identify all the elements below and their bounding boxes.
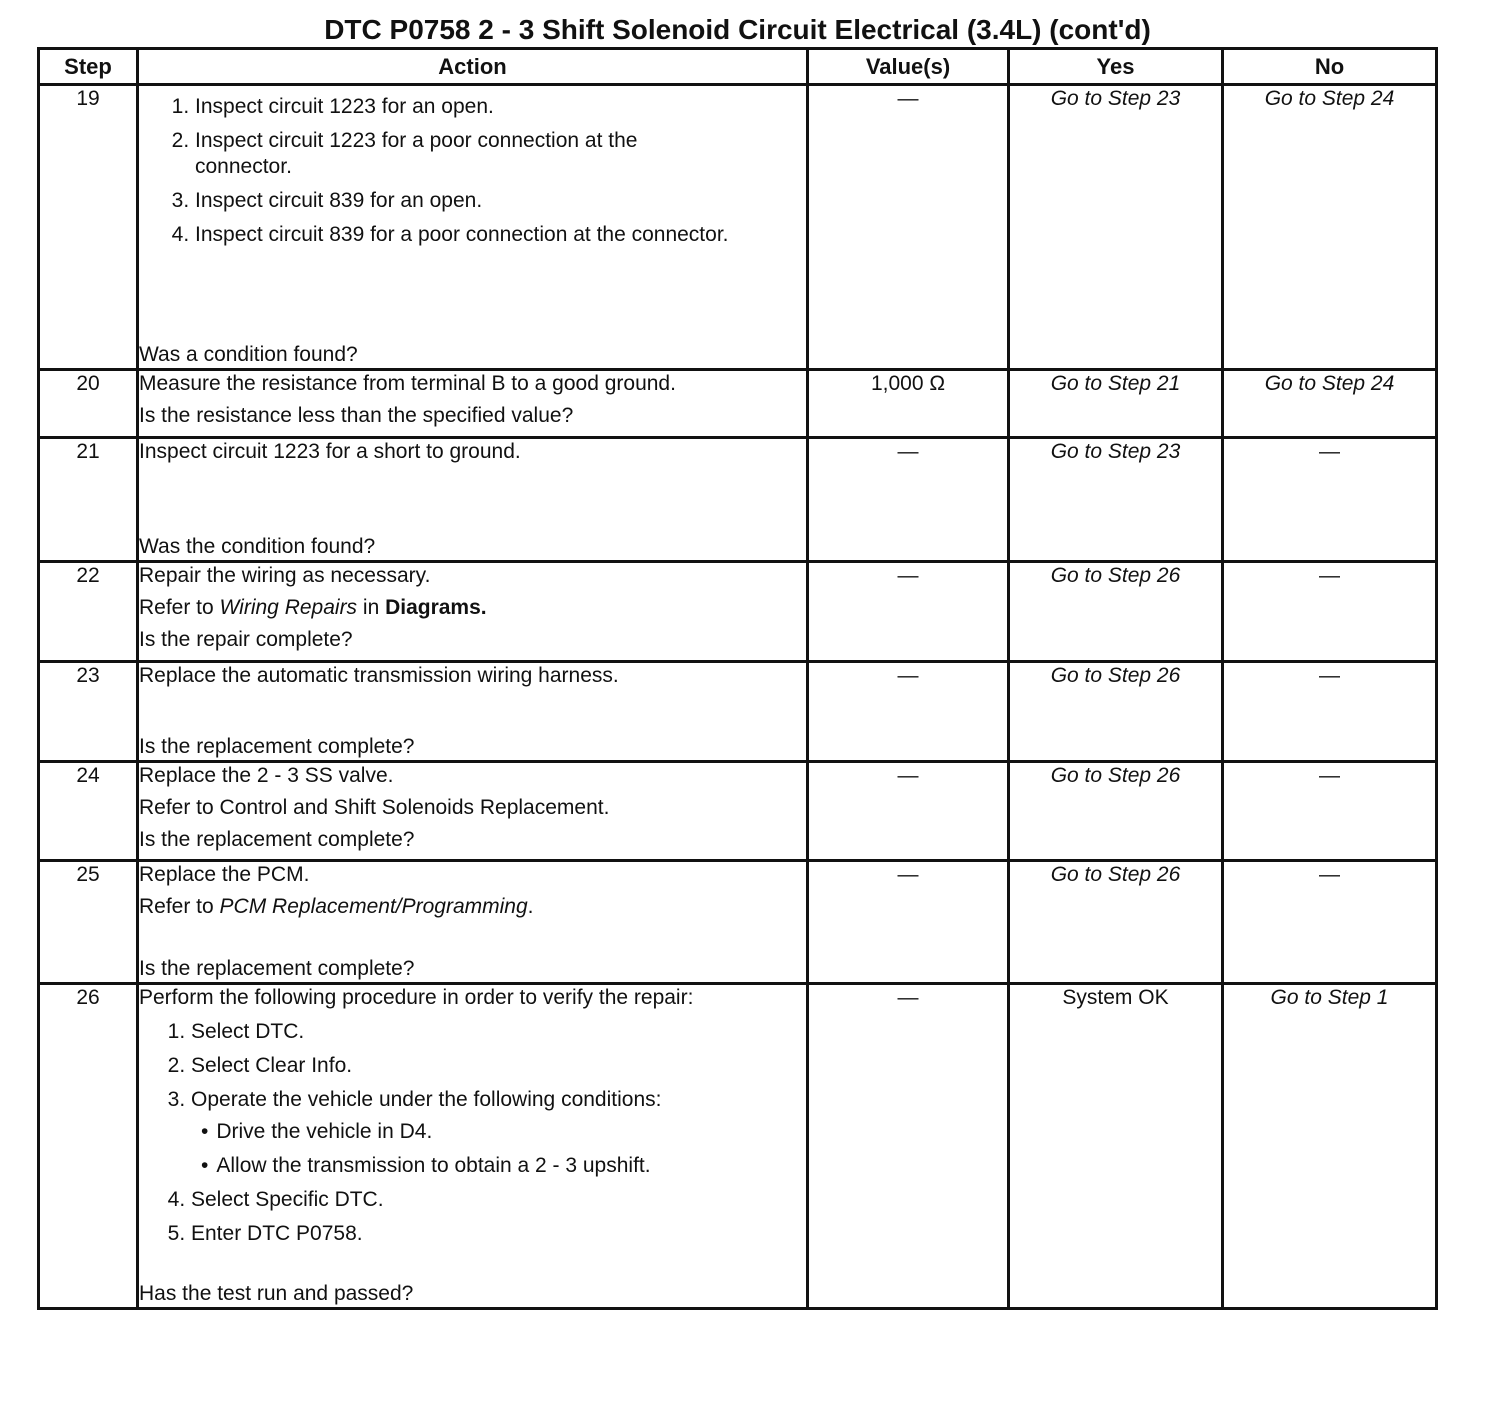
sub-list-item: • Allow the transmission to obtain a 2 - 3 upshift. [219, 1153, 806, 1179]
value-cell: — [808, 861, 1009, 984]
yes-cell: Go to Step 21 [1009, 370, 1223, 438]
action-intro: Perform the following procedure in order to verify the repair: [139, 986, 694, 1009]
action-text: Measure the resistance from terminal B to a good ground. [139, 372, 676, 395]
value-cell: — [808, 984, 1009, 1309]
action-refer: Refer to Control and Shift Solenoids Replacement. [139, 796, 610, 819]
refer-mid: in [357, 596, 386, 619]
step-number: 23 [39, 662, 138, 762]
refer-link[interactable]: PCM Replacement/Programming [219, 895, 528, 918]
yes-cell: Go to Step 26 [1009, 562, 1223, 662]
sub-list-item: • Drive the vehicle in D4. [219, 1119, 806, 1145]
action-question: Was the condition found? [139, 535, 376, 558]
header-yes: Yes [1009, 49, 1223, 85]
value-cell: — [808, 438, 1009, 562]
header-action: Action [138, 49, 808, 85]
header-step: Step [39, 49, 138, 85]
action-cell [138, 438, 808, 562]
action-refer [139, 595, 806, 621]
value-cell: 1,000 Ω [808, 370, 1009, 438]
table-row [39, 984, 1437, 1309]
action-cell [138, 762, 808, 861]
value-cell: — [808, 85, 1009, 370]
yes-cell: Go to Step 23 [1009, 85, 1223, 370]
list-item: 3. Inspect circuit 839 for an open. [195, 188, 806, 214]
table-row [39, 762, 1437, 861]
step-number: 21 [39, 438, 138, 562]
header-values: Value(s) [808, 49, 1009, 85]
action-cell [138, 370, 808, 438]
list-item: 4. Select Specific DTC. [191, 1187, 806, 1213]
table-row [39, 562, 1437, 662]
refer-section: Diagrams. [385, 596, 487, 619]
list-item: 2. Inspect circuit 1223 for a poor connection at the connector. [195, 128, 735, 180]
list-item-text: Operate the vehicle under the following conditions: [191, 1088, 662, 1111]
procedure-list [139, 1019, 806, 1247]
action-question: Is the repair complete? [139, 628, 353, 651]
value-cell: — [808, 662, 1009, 762]
table-row [39, 861, 1437, 984]
header-row [39, 49, 1437, 85]
list-item [191, 1087, 806, 1179]
action-question: Is the replacement complete? [139, 735, 415, 758]
action-cell [138, 861, 808, 984]
action-cell [138, 984, 808, 1309]
no-cell: Go to Step 24 [1223, 370, 1437, 438]
no-cell: Go to Step 24 [1223, 85, 1437, 370]
list-item: 2. Select Clear Info. [191, 1053, 806, 1079]
action-cell [138, 562, 808, 662]
action-cell [138, 85, 808, 370]
refer-prefix: Refer to [139, 596, 220, 619]
table-row [39, 370, 1437, 438]
table-row [39, 438, 1437, 562]
yes-cell: Go to Step 26 [1009, 662, 1223, 762]
refer-suffix: . [527, 895, 534, 918]
action-text: Replace the automatic transmission wiring harness. [139, 664, 619, 687]
value-cell: — [808, 562, 1009, 662]
step-number: 26 [39, 984, 138, 1309]
no-cell: — [1223, 861, 1437, 984]
action-question: Has the test run and passed? [139, 1282, 414, 1305]
action-text: Inspect circuit 1223 for a short to ground. [139, 440, 521, 463]
header-no: No [1223, 49, 1437, 85]
step-number: 19 [39, 85, 138, 370]
step-number: 22 [39, 562, 138, 662]
table-row [39, 85, 1437, 370]
step-number: 25 [39, 861, 138, 984]
list-item: 1. Inspect circuit 1223 for an open. [195, 94, 806, 120]
table-row [39, 662, 1437, 762]
sub-list [191, 1119, 806, 1179]
action-question: Is the replacement complete? [139, 828, 415, 851]
action-list [139, 94, 806, 256]
yes-cell: Go to Step 26 [1009, 861, 1223, 984]
no-cell: — [1223, 562, 1437, 662]
refer-link[interactable]: Wiring Repairs [219, 596, 358, 619]
yes-cell: Go to Step 26 [1009, 762, 1223, 861]
no-cell: — [1223, 438, 1437, 562]
action-text: Replace the PCM. [139, 863, 310, 886]
diagnostic-table [37, 47, 1438, 1310]
list-item: 5. Enter DTC P0758. [191, 1221, 806, 1247]
step-number: 20 [39, 370, 138, 438]
no-cell: — [1223, 662, 1437, 762]
no-cell: Go to Step 1 [1223, 984, 1437, 1309]
step-number: 24 [39, 762, 138, 861]
refer-prefix: Refer to [139, 895, 220, 918]
action-text: Replace the 2 - 3 SS valve. [139, 764, 394, 787]
page-title: DTC P0758 2 - 3 Shift Solenoid Circuit Electrical (3.4L) (cont'd) [324, 14, 1151, 45]
action-cell [138, 662, 808, 762]
yes-cell: Go to Step 23 [1009, 438, 1223, 562]
action-question: Is the replacement complete? [139, 957, 415, 980]
action-question: Is the resistance less than the specified value? [139, 404, 574, 427]
action-refer [139, 894, 806, 920]
value-cell: — [808, 762, 1009, 861]
no-cell: — [1223, 762, 1437, 861]
action-question: Was a condition found? [139, 343, 358, 366]
list-item: 1. Select DTC. [191, 1019, 806, 1045]
list-item: 4. Inspect circuit 839 for a poor connection at the connector. [195, 222, 735, 248]
yes-cell: System OK [1009, 984, 1223, 1309]
action-text: Repair the wiring as necessary. [139, 564, 431, 587]
